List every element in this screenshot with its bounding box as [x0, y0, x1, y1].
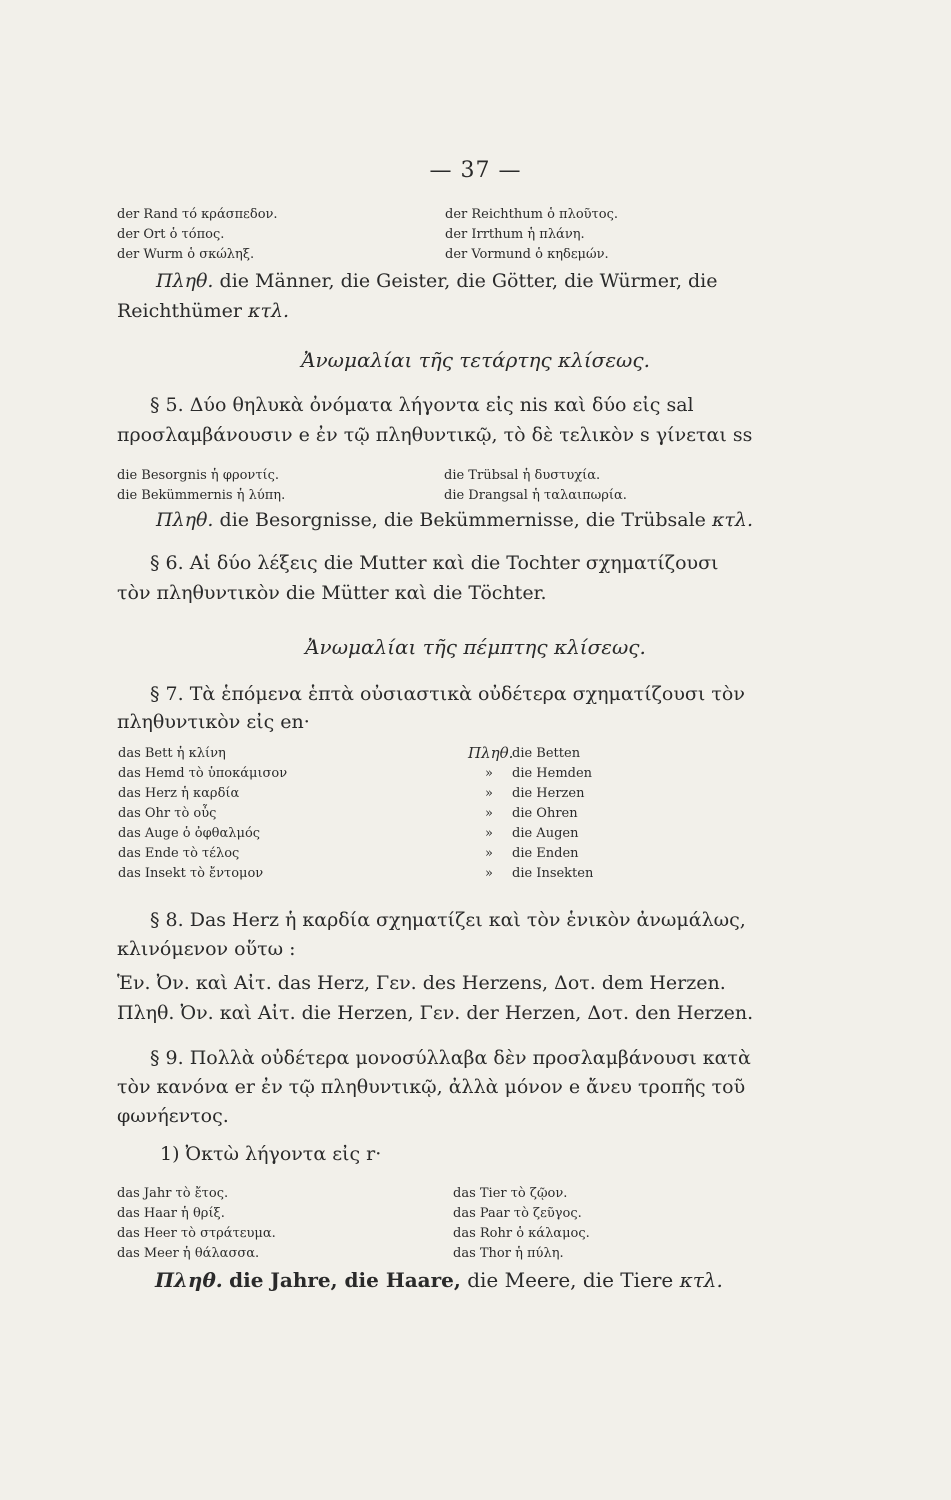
vocab-item: das Rohr ὁ κάλαμος.	[453, 1226, 590, 1241]
paragraph-line: § 9. Πολλὰ οὐδέτερα μονοσύλλαβα δὲν προσλαμβάνουσι κατὰ	[150, 1047, 751, 1069]
plural-line-cont	[117, 300, 289, 322]
declension-singular: Ἑν. Ὀν. καὶ Αἰτ. das Herz, Γεν. des Herzens, Δοτ. dem Herzen.	[117, 972, 726, 994]
ditto-mark: »	[485, 806, 493, 821]
paragraph-line: § 7. Τὰ ἑπόμενα ἑπτὰ οὐσιαστικὰ οὐδέτερα σχηματίζουσι τὸν	[150, 683, 745, 705]
plural-form: die Augen	[512, 826, 579, 841]
ditto-mark: »	[485, 766, 493, 781]
vocab-item: das Herz ἡ καρδία	[118, 786, 240, 801]
vocab-item: das Insekt τὸ ἔντομον	[118, 866, 264, 881]
plural-form: die Enden	[512, 846, 579, 861]
section-heading: Ἀνωμαλίαι τῆς πέμπτης κλίσεως.	[305, 635, 646, 659]
plural-line	[156, 270, 718, 292]
vocab-item: die Bekümmernis ἡ λύπη.	[117, 488, 286, 503]
vocab-item: die Trübsal ἡ δυστυχία.	[444, 468, 601, 483]
vocab-item: das Bett ἡ κλίνη	[118, 746, 226, 761]
paragraph-line: § 6. Αἱ δύο λέξεις die Mutter καὶ die Tochter σχηματίζουσι	[150, 552, 719, 574]
paragraph-line: § 5. Δύο θηλυκὰ ὀνόματα λήγοντα εἰς nis καὶ δύο εἰς sal	[150, 394, 694, 416]
vocab-item: das Ohr τὸ οὖς	[118, 806, 217, 821]
vocab-item: das Heer τὸ στράτευμα.	[117, 1226, 276, 1241]
plural-text: Reichthümer	[117, 300, 242, 322]
vocab-item: das Auge ὁ ὀφθαλμός	[118, 826, 261, 841]
ditto-mark: »	[485, 786, 493, 801]
plural-line	[155, 1268, 723, 1292]
paragraph-line: προσλαμβάνουσιν e ἐν τῷ πληθυντικῷ, τὸ δὲ τελικὸν s γίνεται ss	[117, 424, 753, 446]
subheading: 1) Ὀκτὼ λήγοντα εἰς r·	[160, 1143, 382, 1165]
ktl-abbr: κτλ.	[711, 509, 753, 531]
ditto-mark: »	[485, 866, 493, 881]
plural-header: Πληθ.	[468, 744, 514, 762]
vocab-item: der Wurm ὁ σκώληξ.	[117, 247, 255, 262]
vocab-item: das Tier τὸ ζῷον.	[453, 1186, 568, 1201]
ditto-mark: »	[485, 826, 493, 841]
plural-form: die Insekten	[512, 866, 594, 881]
plural-text: die Männer, die Geister, die Götter, die Würmer, die	[219, 270, 718, 292]
vocab-item: der Reichthum ὁ πλοῦτος.	[445, 207, 618, 222]
plural-form: die Ohren	[512, 806, 578, 821]
vocab-item: der Rand τό κράσπεδον.	[117, 207, 278, 222]
paragraph-line: § 8. Das Herz ἡ καρδία σχηματίζει καὶ τὸν ἑνικὸν ἀνωμάλως,	[150, 909, 746, 931]
vocab-item: das Thor ἡ πύλη.	[453, 1246, 564, 1261]
ktl-abbr: κτλ.	[679, 1268, 723, 1292]
plural-text: die Besorgnisse, die Bekümmernisse, die Trübsale	[219, 509, 706, 531]
plural-form: die Betten	[512, 746, 581, 761]
vocab-item: die Drangsal ἡ ταλαιπωρία.	[444, 488, 627, 503]
plural-form: die Herzen	[512, 786, 585, 801]
vocab-item: das Hemd τὸ ὑποκάμισον	[118, 766, 288, 781]
plural-abbr: Πληθ.	[156, 270, 214, 292]
vocab-item: der Ort ὁ τόπος.	[117, 227, 225, 242]
vocab-item: das Ende τὸ τέλος	[118, 846, 240, 861]
vocab-item: die Besorgnis ἡ φροντίς.	[117, 468, 280, 483]
paragraph-line: τὸν πληθυντικὸν die Mütter καὶ die Töchter.	[117, 582, 547, 604]
declension-plural: Πληθ. Ὀν. καὶ Αἰτ. die Herzen, Γεν. der Herzen, Δοτ. den Herzen.	[117, 1002, 754, 1024]
ktl-abbr: κτλ.	[248, 300, 290, 322]
vocab-item: das Meer ἡ θάλασσα.	[117, 1246, 260, 1261]
paragraph-line: τὸν κανόνα er ἐν τῷ πληθυντικῷ, ἀλλὰ μόνον e ἄνευ τροπῆς τοῦ	[117, 1076, 746, 1098]
vocab-item: der Vormund ὁ κηδεμών.	[445, 247, 609, 262]
vocab-item: das Paar τὸ ζεῦγος.	[453, 1206, 582, 1221]
plural-text-bold: die Jahre, die Haare,	[229, 1268, 461, 1292]
plural-abbr: Πληθ.	[156, 509, 214, 531]
section-heading: Ἀνωμαλίαι τῆς τετάρτης κλίσεως.	[301, 348, 650, 372]
page-number: — 37 —	[429, 158, 522, 183]
plural-form: die Hemden	[512, 766, 593, 781]
vocab-item: der Irrthum ἡ πλάνη.	[445, 227, 585, 242]
ditto-mark: »	[485, 846, 493, 861]
plural-abbr: Πληθ.	[155, 1268, 223, 1292]
plural-text: die Meere, die Tiere	[467, 1268, 674, 1292]
plural-line	[156, 509, 753, 531]
paragraph-line: πληθυντικὸν εἰς en·	[117, 711, 310, 733]
vocab-item: das Haar ἡ θρίξ.	[117, 1206, 225, 1221]
paragraph-line: φωνήεντος.	[117, 1105, 229, 1127]
vocab-item: das Jahr τὸ ἔτος.	[117, 1186, 229, 1201]
paragraph-line: κλινόμενον οὕτω :	[117, 938, 296, 960]
